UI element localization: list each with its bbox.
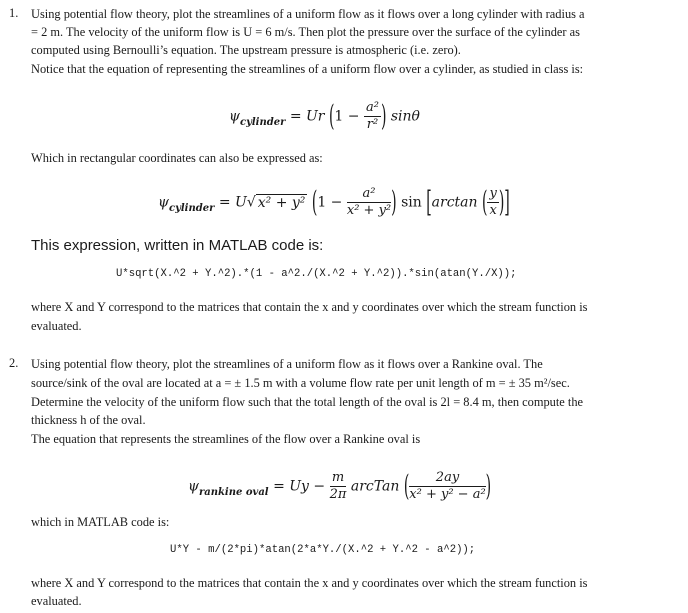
- matlab-code-2: U*Y - m/(2*pi)*atan(2*a*Y./(X.^2 + Y.^2 - a^2));: [170, 544, 476, 556]
- problem-2-line-3: Determine the velocity of the uniform flow such that the total length of the oval is 2l = 8.4 m, then compute the: [31, 395, 584, 409]
- equation-rankine-oval: $\psi_{rankine oval} = Uy$ − $\frac{m}{2\pi}$ arcTan ( $\frac{2ay}{\text{x² + y² − a²}}$ ): [188, 469, 492, 504]
- where-text-2-line-2: evaluated.: [31, 594, 82, 608]
- matlab-code-1: U*sqrt(X.^2 + Y.^2).*(1 - a^2./(X.^2 + Y.^2)).*sin(atan(Y./X));: [116, 268, 517, 280]
- problem-1-line-1: Using potential flow theory, plot the streamlines of a uniform flow as it flows over a long cylinder with radius a: [31, 7, 585, 21]
- problem-2-number: 2.: [9, 356, 19, 370]
- problem-2-line-2: source/sink of the oval are located at a = ± 1.5 m with a volume flow rate per unit length of m = ± 35 m²/sec.: [31, 376, 570, 390]
- problem-2-line-4: thickness h of the oval.: [31, 413, 146, 427]
- problem-1-line-3: computed using Bernoulli’s equation. The upstream pressure is atmospheric (i.e. zero).: [31, 43, 461, 57]
- problem-1-line-4: Notice that the equation of representing the streamlines of a uniform flow over a cylinder, as studied in class is:: [31, 62, 584, 76]
- equation-cylinder-rect: $\psi_{cylinder} = U√$ x² + y² (1 − $\frac{\text{a²}}{\text{x² + y²}}$ ) sin [arctan ( $\frac{y}{x}$ )]: [158, 185, 510, 220]
- problem-2-line-5: The equation that represents the streamlines of the flow over a Rankine oval is: [31, 432, 421, 446]
- where-text-1-line-2: evaluated.: [31, 319, 82, 333]
- where-text-1-line-1: where X and Y correspond to the matrices that contain the x and y coordinates over which the stream function is: [31, 300, 588, 314]
- matlab-intro-1: This expression, written in MATLAB code is:: [31, 237, 324, 254]
- where-text-2-line-1: where X and Y correspond to the matrices that contain the x and y coordinates over which the stream function is: [31, 576, 588, 590]
- problem-1-line-2: = 2 m. The velocity of the uniform flow is U = 6 m/s. Then plot the pressure over the surface of the cylinder as: [31, 25, 580, 39]
- matlab-intro-2: which in MATLAB code is:: [31, 515, 170, 529]
- equation-cylinder-polar: $\psi_{cylinder} = Ur$ (1 − $\frac{\text{a²}}{\text{r²}}$ ) sinθ: [229, 99, 420, 134]
- problem-2-line-1: Using potential flow theory, plot the streamlines of a uniform flow as it flows over a Rankine oval. The: [31, 357, 543, 371]
- rectangular-text: Which in rectangular coordinates can also be expressed as:: [31, 151, 323, 165]
- problem-1-number: 1.: [9, 6, 19, 20]
